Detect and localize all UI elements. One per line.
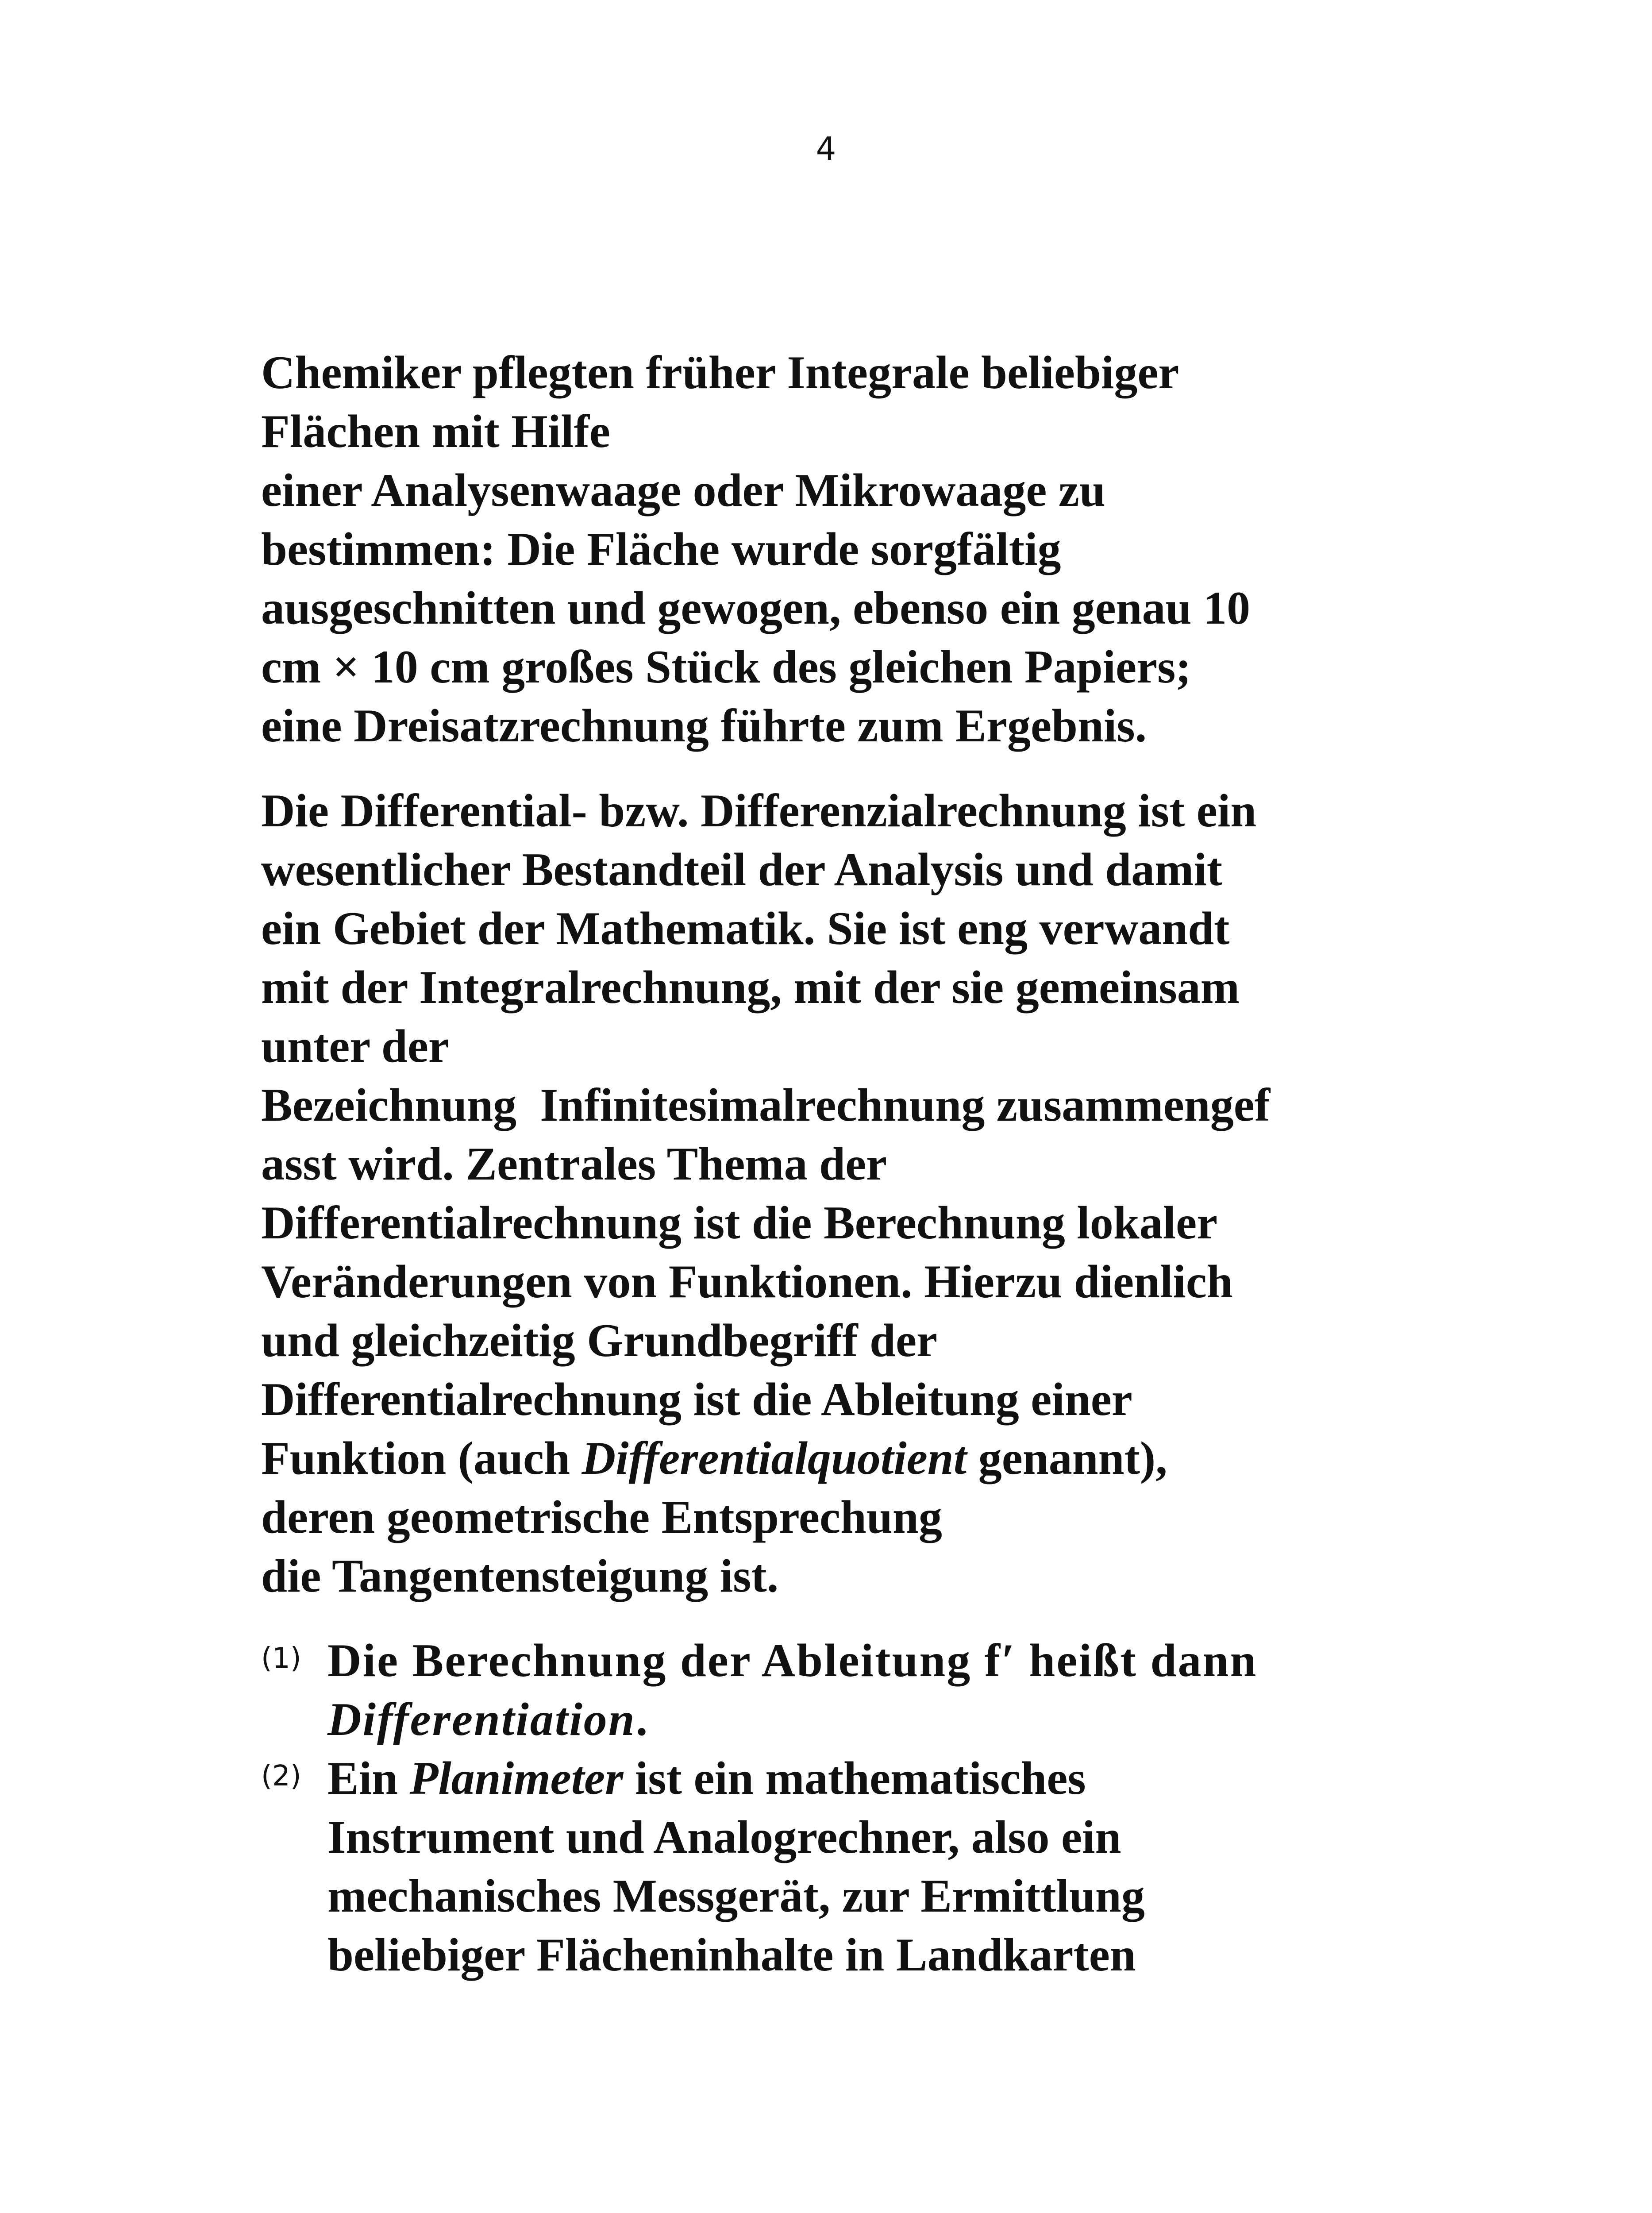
text-line: ein Gebiet der Mathematik. Sie ist eng verwandt: [261, 902, 1230, 954]
text-line: Veränderungen von Funktionen. Hierzu dienlich: [261, 1256, 1233, 1307]
text-segment: genannt),: [967, 1432, 1167, 1484]
list-item-1: [261, 1631, 1412, 1749]
text-segment: .: [635, 1693, 649, 1745]
italic-term-differentiation: Differentiation: [327, 1693, 636, 1745]
text-segment: Funktion (auch: [261, 1432, 582, 1484]
text-line: deren geometrische Entsprechung: [261, 1491, 942, 1543]
list-item-2: [261, 1749, 1412, 1984]
text-line: bestimmen: Die Fläche wurde sorgfältig: [261, 523, 1061, 575]
text-line: [327, 1690, 1412, 1749]
list-item-text: [327, 1631, 1412, 1749]
paragraph-differential-calculus: [261, 781, 1394, 1605]
numbered-list: [261, 1631, 1412, 1984]
text-line: einer Analysenwaage oder Mikrowaage zu: [261, 464, 1105, 516]
text-line: mit der Integralrechnung, mit der sie gemeinsam: [261, 961, 1240, 1013]
list-number: (1): [261, 1642, 301, 1675]
text-line: asst wird. Zentrales Thema der: [261, 1138, 887, 1190]
text-segment: ist ein mathematisches: [623, 1752, 1086, 1804]
text-line: wesentlicher Bestandteil der Analysis und damit: [261, 844, 1223, 895]
text-line: Die Differential- bzw. Differenzialrechnung ist ein: [261, 785, 1257, 837]
text-line: und gleichzeitig Grundbegriff der: [261, 1315, 938, 1366]
text-line: Bezeichnung Infinitesimalrechnung zusammengef: [261, 1079, 1271, 1131]
paragraph-planimetry-by-weighing: [261, 343, 1394, 755]
text-line: ausgeschnitten und gewogen, ebenso ein genau 10: [261, 582, 1251, 634]
italic-term-planimeter: Planimeter: [409, 1752, 624, 1804]
text-line: unter der: [261, 1020, 449, 1072]
text-line: [261, 1429, 1394, 1488]
text-line: Differentialrechnung ist die Berechnung lokaler: [261, 1197, 1218, 1249]
text-segment: Ein: [327, 1752, 410, 1804]
text-line: Instrument und Analogrechner, also ein: [327, 1811, 1121, 1863]
text-line: Chemiker pflegten früher Integrale beliebiger: [261, 347, 1179, 398]
italic-term-differentialquotient: Differentialquotient: [581, 1432, 967, 1484]
text-line: Die Berechnung der Ableitung f′ heißt dann: [327, 1635, 1258, 1686]
text-line: beliebiger Flächeninhalte in Landkarten: [327, 1929, 1136, 1981]
text-line: [327, 1749, 1412, 1808]
text-line: eine Dreisatzrechnung führte zum Ergebnis.: [261, 700, 1147, 752]
text-line: Differentialrechnung ist die Ableitung einer: [261, 1373, 1132, 1425]
list-item-text: [327, 1749, 1412, 1984]
text-line: Flächen mit Hilfe: [261, 405, 610, 457]
list-number: (2): [261, 1760, 301, 1793]
text-line: die Tangentensteigung ist.: [261, 1550, 779, 1602]
text-line: cm × 10 cm großes Stück des gleichen Papiers;: [261, 641, 1191, 693]
text-line: mechanisches Messgerät, zur Ermittlung: [327, 1870, 1145, 1922]
page-number: 4: [816, 130, 836, 167]
